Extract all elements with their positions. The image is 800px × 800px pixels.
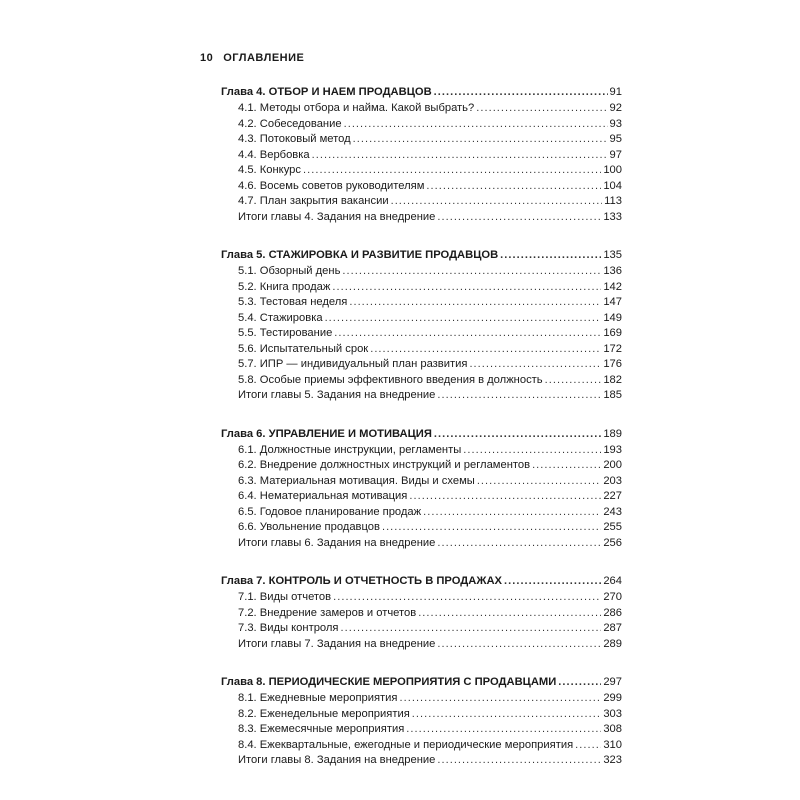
dot-leader — [391, 194, 603, 210]
section-entry-page-number: 113 — [604, 195, 622, 207]
dot-leader — [332, 280, 601, 296]
dot-leader — [437, 637, 601, 653]
section-entry-title: Итоги главы 4. Задания на внедрение — [238, 210, 436, 223]
dot-leader — [575, 738, 601, 754]
section-entry-page-number: 95 — [609, 133, 622, 145]
section-entry-page-number: 92 — [609, 102, 622, 114]
dot-leader — [504, 573, 601, 590]
section-entry[interactable] — [221, 194, 622, 210]
section-entry[interactable] — [221, 280, 622, 296]
section-entry[interactable] — [221, 505, 622, 521]
dot-leader — [334, 326, 601, 342]
section-entry[interactable] — [221, 606, 622, 622]
section-entry-title: 6.5. Годовое планирование продаж — [238, 505, 422, 518]
section-entry-title: 8.3. Ежемесячные мероприятия — [238, 723, 405, 735]
section-entry[interactable] — [221, 388, 622, 404]
dot-leader — [370, 342, 601, 358]
section-entry-title: 5.7. ИПР — индивидуальный план развития — [238, 358, 468, 370]
dot-leader — [437, 388, 601, 404]
chapter-block — [221, 84, 622, 225]
section-entry[interactable] — [221, 163, 622, 179]
dot-leader — [434, 426, 601, 443]
dot-leader — [463, 443, 601, 459]
section-entry[interactable] — [221, 101, 622, 117]
section-entry[interactable] — [221, 707, 622, 723]
section-entry[interactable] — [221, 489, 622, 505]
section-entry-title: 5.4. Стажировка — [238, 311, 323, 324]
chapter-entry[interactable] — [221, 426, 622, 443]
section-entry-page-number: 323 — [603, 754, 622, 766]
dot-leader — [437, 210, 601, 226]
dot-leader — [426, 179, 601, 195]
section-entry-page-number: 172 — [603, 342, 622, 355]
section-entry-page-number: 308 — [603, 723, 622, 735]
section-entry[interactable] — [221, 210, 622, 226]
section-entry[interactable] — [221, 722, 622, 738]
section-entry-page-number: 147 — [603, 296, 622, 308]
chapter-entry-title: Глава 7. КОНТРОЛЬ И ОТЧЕТНОСТЬ В ПРОДАЖАХ — [221, 575, 502, 587]
section-entry[interactable] — [221, 342, 622, 358]
dot-leader — [437, 536, 601, 552]
section-entry-page-number: 136 — [603, 265, 622, 277]
section-entry-page-number: 203 — [603, 474, 622, 487]
section-entry-title: Итоги главы 7. Задания на внедрение — [238, 637, 436, 650]
dot-leader — [545, 373, 602, 389]
section-entry-page-number: 227 — [603, 490, 622, 502]
section-entry-title: 8.1. Ежедневные мероприятия — [238, 692, 398, 704]
section-entry-page-number: 93 — [609, 117, 622, 130]
section-entry-page-number: 270 — [603, 591, 622, 603]
dot-leader — [469, 357, 601, 373]
table-of-contents — [221, 84, 622, 791]
section-entry-page-number: 97 — [609, 148, 622, 161]
dot-leader — [341, 621, 602, 637]
section-entry-title: 5.5. Тестирование — [238, 327, 333, 339]
chapter-entry-page-number: 297 — [603, 676, 622, 688]
chapter-entry-page-number: 189 — [603, 427, 622, 440]
section-entry-page-number: 255 — [603, 521, 622, 533]
dot-leader — [409, 489, 601, 505]
section-entry-page-number: 176 — [603, 358, 622, 370]
section-entry-page-number: 303 — [603, 707, 622, 720]
section-entry[interactable] — [221, 311, 622, 327]
dot-leader — [333, 590, 601, 606]
section-entry-title: Итоги главы 6. Задания на внедрение — [238, 536, 436, 549]
section-entry[interactable] — [221, 179, 622, 195]
section-entry[interactable] — [221, 590, 622, 606]
section-entry[interactable] — [221, 753, 622, 769]
section-entry-page-number: 193 — [603, 443, 622, 456]
chapter-entry-title: Глава 6. УПРАВЛЕНИЕ И МОТИВАЦИЯ — [221, 427, 432, 440]
section-entry-title: 8.4. Ежеквартальные, ежегодные и периодические мероприятия — [238, 738, 574, 751]
section-entry[interactable] — [221, 295, 622, 311]
section-entry-title: 6.6. Увольнение продавцов — [238, 521, 380, 533]
section-entry-title: 6.4. Нематериальная мотивация — [238, 490, 408, 502]
section-entry[interactable] — [221, 132, 622, 148]
section-entry[interactable] — [221, 520, 622, 536]
dot-leader — [423, 505, 601, 521]
section-entry[interactable] — [221, 357, 622, 373]
dot-leader — [434, 84, 608, 101]
section-entry[interactable] — [221, 536, 622, 552]
section-entry-title: 5.3. Тестовая неделя — [238, 296, 348, 308]
dot-leader — [476, 101, 607, 117]
dot-leader — [353, 132, 608, 148]
section-entry-page-number: 299 — [603, 692, 622, 704]
section-entry-title: 7.3. Виды контроля — [238, 622, 339, 634]
section-entry[interactable] — [221, 458, 622, 474]
chapter-block — [221, 426, 622, 552]
dot-leader — [532, 458, 601, 474]
section-entry[interactable] — [221, 443, 622, 459]
dot-leader — [342, 264, 601, 280]
section-entry-page-number: 104 — [603, 179, 622, 192]
section-entry[interactable] — [221, 117, 622, 133]
dot-leader — [325, 311, 602, 327]
dot-leader — [349, 295, 601, 311]
section-entry-page-number: 243 — [603, 505, 622, 518]
dot-leader — [500, 247, 601, 264]
section-entry-title: 5.6. Испытательный срок — [238, 342, 369, 355]
section-entry-page-number: 287 — [603, 622, 622, 634]
chapter-entry-page-number: 264 — [603, 575, 622, 587]
chapter-entry[interactable] — [221, 84, 622, 101]
dot-leader — [312, 148, 608, 164]
dot-leader — [344, 117, 608, 133]
section-entry-page-number: 286 — [603, 606, 622, 619]
chapter-block — [221, 247, 622, 404]
dot-leader — [382, 520, 601, 536]
section-entry-page-number: 182 — [603, 373, 622, 386]
section-entry-title: 4.6. Восемь советов руководителям — [238, 179, 425, 192]
chapter-entry-title: Глава 4. ОТБОР И НАЕМ ПРОДАВЦОВ — [221, 86, 432, 98]
section-entry-page-number: 149 — [603, 311, 622, 324]
dot-leader — [558, 674, 601, 691]
chapter-entry-page-number: 135 — [603, 249, 622, 261]
chapter-entry[interactable] — [221, 247, 622, 264]
section-entry-page-number: 200 — [603, 459, 622, 471]
section-entry[interactable] — [221, 264, 622, 280]
chapter-entry[interactable] — [221, 674, 622, 691]
section-entry-page-number: 185 — [603, 389, 622, 401]
page-header — [200, 52, 304, 64]
section-entry-page-number: 142 — [603, 280, 622, 293]
section-entry-title: 4.5. Конкурс — [238, 164, 301, 176]
section-entry-title: 8.2. Еженедельные мероприятия — [238, 707, 410, 720]
section-entry-page-number: 289 — [603, 637, 622, 650]
section-entry-title: 5.2. Книга продаж — [238, 280, 331, 293]
section-entry-title: 5.1. Обзорный день — [238, 265, 341, 277]
section-entry-title: 7.1. Виды отчетов — [238, 591, 332, 603]
chapter-block — [221, 674, 622, 769]
section-entry-title: 4.4. Вербовка — [238, 148, 310, 161]
chapter-entry-page-number: 91 — [609, 86, 622, 98]
section-entry-title: 6.1. Должностные инструкции, регламенты — [238, 443, 462, 456]
section-entry-title: 4.1. Методы отбора и найма. Какой выбрать? — [238, 102, 475, 114]
dot-leader — [303, 163, 601, 179]
section-entry-title: 6.3. Материальная мотивация. Виды и схемы — [238, 474, 475, 487]
section-entry-page-number: 310 — [603, 738, 622, 751]
section-entry[interactable] — [221, 738, 622, 754]
section-entry[interactable] — [221, 691, 622, 707]
section-entry-page-number: 133 — [603, 210, 622, 223]
dot-leader — [477, 474, 602, 490]
section-entry-page-number: 100 — [603, 164, 622, 176]
section-entry[interactable] — [221, 637, 622, 653]
chapter-entry-title: Глава 5. СТАЖИРОВКА И РАЗВИТИЕ ПРОДАВЦОВ — [221, 249, 499, 261]
dot-leader — [437, 753, 601, 769]
section-entry-title: 4.3. Потоковый метод — [238, 133, 351, 145]
section-entry[interactable] — [221, 474, 622, 490]
chapter-entry-title: Глава 8. ПЕРИОДИЧЕСКИЕ МЕРОПРИЯТИЯ С ПРОДАВЦАМИ — [221, 676, 557, 688]
chapter-entry[interactable] — [221, 573, 622, 590]
section-entry[interactable] — [221, 326, 622, 342]
page-number: 10 — [200, 52, 214, 64]
section-entry-title: 7.2. Внедрение замеров и отчетов — [238, 606, 417, 619]
chapter-block — [221, 573, 622, 652]
section-entry-title: Итоги главы 8. Задания на внедрение — [238, 754, 436, 766]
section-entry-title: 4.7. План закрытия вакансии — [238, 195, 389, 207]
section-entry-title: Итоги главы 5. Задания на внедрение — [238, 389, 436, 401]
dot-leader — [412, 707, 602, 723]
running-title: ОГЛАВЛЕНИЕ — [223, 52, 305, 64]
dot-leader — [418, 606, 601, 622]
section-entry-title: 5.8. Особые приемы эффективного введения в должность — [238, 373, 543, 386]
section-entry[interactable] — [221, 373, 622, 389]
section-entry[interactable] — [221, 148, 622, 164]
section-entry-page-number: 256 — [603, 536, 622, 549]
section-entry-title: 6.2. Внедрение должностных инструкций и регламентов — [238, 459, 531, 471]
dot-leader — [400, 691, 602, 707]
section-entry-title: 4.2. Собеседование — [238, 117, 342, 130]
section-entry-page-number: 169 — [603, 327, 622, 339]
dot-leader — [406, 722, 601, 738]
section-entry[interactable] — [221, 621, 622, 637]
